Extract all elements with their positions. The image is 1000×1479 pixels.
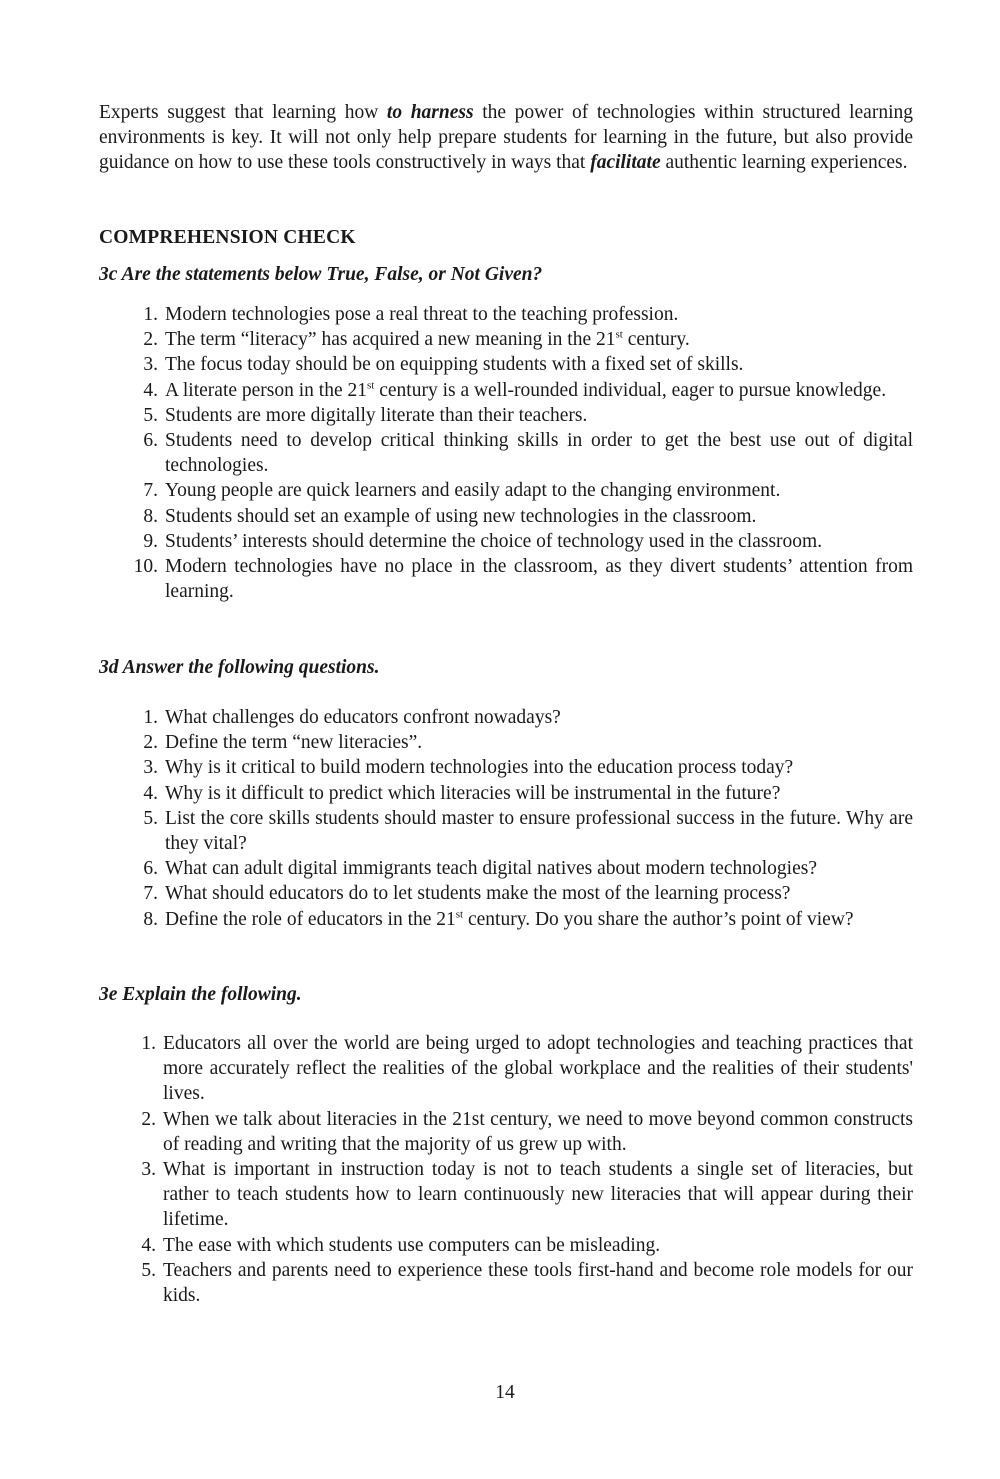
list-item-text: Young people are quick learners and easily adapt to the changing environment.	[165, 480, 781, 502]
list-item	[128, 1031, 913, 1107]
list-item	[130, 403, 913, 428]
list-item-text: What challenges do educators confront nowadays?	[165, 707, 561, 728]
intro-text-2: the power of technologies within structured learning environments is key. It will not only help prepare students for learning in the future, but also provide guidance on how to use these tools constructively in ways that	[99, 102, 913, 174]
list-item-number: 6.	[143, 858, 158, 880]
list-item-text: A literate person in the 21	[165, 379, 367, 401]
task-3e-number: 3e	[99, 984, 118, 1005]
list-item	[128, 1258, 913, 1308]
list-item-number: 2.	[143, 732, 158, 754]
ordinal-superscript: st	[615, 328, 623, 341]
task-3c-instruction: Are the statements below True, False, or Not Given?	[121, 264, 543, 285]
list-item-number: 9.	[143, 530, 158, 552]
list-item-number: 7.	[143, 480, 158, 502]
list-item-number: 6.	[143, 430, 158, 452]
list-item	[130, 302, 913, 327]
list-item	[130, 907, 913, 932]
list-item-text: Educators all over the world are being urged to adopt technologies and teaching practices that more accurately reflect the realities of the global workplace and the realities of their students' lives.	[163, 1033, 913, 1105]
list-item	[130, 856, 913, 881]
list-item	[130, 504, 913, 529]
ordinal-superscript: st	[455, 908, 464, 921]
list-item-text-continued: century is a well-rounded individual, eager to pursue knowledge.	[374, 379, 887, 401]
list-item-number: 8.	[143, 908, 158, 930]
list-item-number: 3.	[141, 1159, 156, 1181]
list-item	[130, 352, 913, 377]
section-heading: COMPREHENSION CHECK	[99, 227, 356, 248]
list-item-number: 1.	[141, 1033, 156, 1054]
list-item-number: 7.	[143, 883, 158, 905]
list-item-number: 10.	[133, 556, 158, 578]
list-item-text: Why is it difficult to predict which literacies will be instrumental in the future?	[165, 782, 781, 804]
list-item-text: What can adult digital immigrants teach digital natives about modern technologies?	[165, 858, 817, 880]
list-item-text-continued: century.	[622, 329, 690, 351]
list-item-text: Teachers and parents need to experience these tools first-hand and become role models for our kids.	[163, 1259, 913, 1307]
list-item-text: When we talk about literacies in the 21st century, we need to move beyond common constructs of reading and writing that the majority of us grew up with.	[163, 1108, 913, 1155]
list-item-text: Students are more digitally literate than their teachers.	[165, 404, 588, 426]
list-item	[128, 1233, 913, 1258]
list-item	[130, 806, 913, 856]
task-3d-instruction: Answer the following questions.	[122, 657, 380, 678]
task-3e-instruction: Explain the following.	[122, 984, 302, 1005]
list-item	[130, 755, 913, 780]
list-item	[130, 781, 913, 806]
list-item-text: Students’ interests should determine the choice of technology used in the classroom.	[165, 530, 823, 552]
list-item-text: The term “literacy” has acquired a new meaning in the 21	[165, 329, 616, 351]
list-item	[130, 327, 913, 352]
list-item	[130, 478, 913, 503]
list-item-text: Modern technologies pose a real threat to the teaching profession.	[165, 304, 679, 325]
list-item-number: 5.	[141, 1259, 156, 1281]
list-item-number: 1.	[143, 304, 158, 325]
list-item-number: 3.	[143, 354, 158, 376]
list-item-text: Define the role of educators in the 21	[165, 908, 456, 930]
list-item-text: Define the term “new literacies”.	[165, 732, 423, 754]
ordinal-superscript: st	[367, 379, 375, 392]
list-item-text-continued: century. Do you share the author’s point of view?	[463, 908, 854, 930]
list-item	[130, 705, 913, 730]
list-item-text: Students need to develop critical thinking skills in order to get the best use out of digital technologies.	[165, 430, 913, 477]
list-item-number: 3.	[143, 757, 158, 779]
list-item	[128, 1107, 913, 1157]
list-item-number: 4.	[143, 782, 158, 804]
list-item-text: Why is it critical to build modern technologies into the education process today?	[165, 757, 794, 779]
task-3e-list	[128, 1031, 913, 1308]
task-3d-list	[130, 705, 913, 932]
list-item	[130, 428, 913, 478]
task-3c-list	[130, 302, 913, 604]
task-3e-title	[99, 982, 302, 1007]
list-item	[130, 529, 913, 554]
list-item-text: Modern technologies have no place in the classroom, as they divert students’ attention from learning.	[165, 556, 913, 603]
list-item	[130, 730, 913, 755]
list-item-text: What should educators do to let students make the most of the learning process?	[165, 883, 791, 905]
task-3c-title	[99, 262, 542, 287]
intro-paragraph	[99, 100, 913, 176]
intro-text-1: Experts suggest that learning how	[99, 102, 387, 123]
list-item-number: 4.	[141, 1234, 156, 1256]
list-item-number: 8.	[143, 505, 158, 527]
task-3d-number: 3d	[99, 657, 119, 678]
list-item-text: List the core skills students should master to ensure professional success in the future. Why are they vital?	[165, 807, 913, 855]
list-item	[128, 1157, 913, 1233]
list-item-text: The ease with which students use computers can be misleading.	[163, 1234, 661, 1256]
list-item	[130, 378, 913, 403]
list-item-text: What is important in instruction today is not to teach students a single set of literacies, but rather to teach students how to learn continuously new literacies that will appear during their lifetime.	[163, 1159, 913, 1231]
list-item-number: 2.	[143, 329, 158, 351]
list-item-text: Students should set an example of using new technologies in the classroom.	[165, 505, 757, 527]
list-item-number: 2.	[141, 1108, 156, 1130]
intro-text-3: authentic learning experiences.	[660, 152, 908, 174]
list-item-number: 5.	[143, 807, 158, 829]
list-item-number: 4.	[143, 379, 158, 401]
list-item-text: The focus today should be on equipping students with a fixed set of skills.	[165, 354, 744, 376]
list-item-number: 5.	[143, 404, 158, 426]
list-item	[130, 554, 913, 604]
page-number: 14	[495, 1382, 515, 1403]
task-3d-title	[99, 655, 379, 680]
list-item-number: 1.	[143, 707, 158, 728]
list-item	[130, 881, 913, 906]
intro-emphasis-facilitate: facilitate	[590, 152, 661, 174]
intro-emphasis-harness: to harness	[386, 102, 474, 123]
task-3c-number: 3c	[99, 264, 118, 285]
